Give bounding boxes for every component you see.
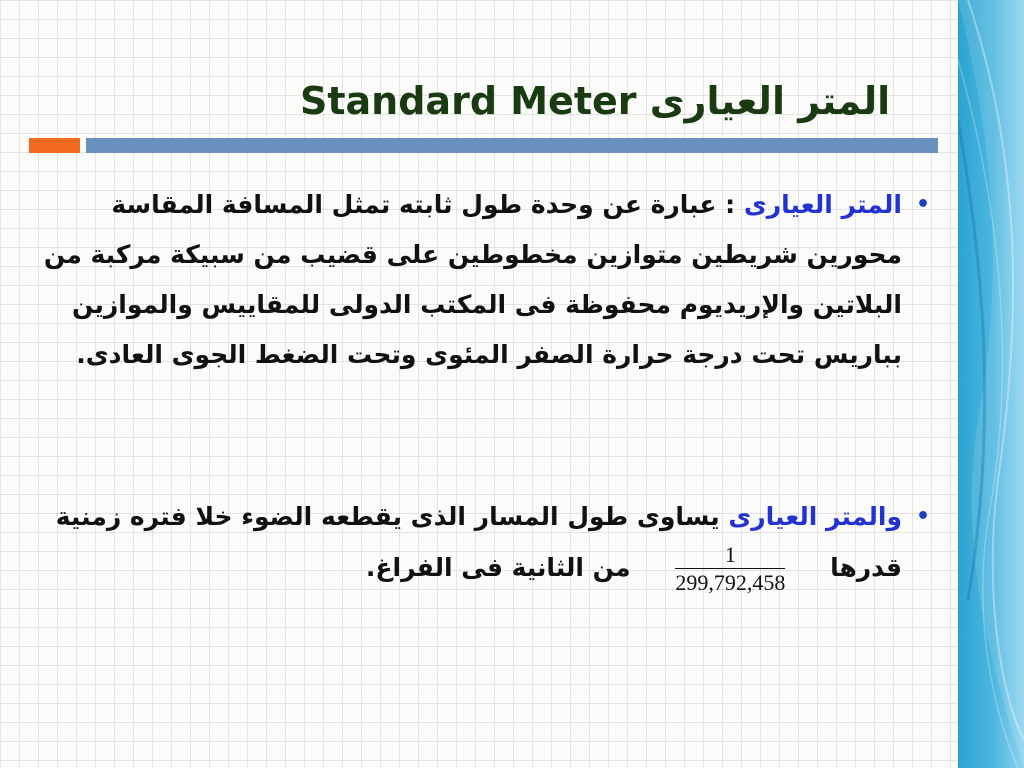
bullet-definition <box>40 180 930 380</box>
bullet-term: المتر العيارى <box>743 190 902 219</box>
title-underline-orange <box>29 138 80 153</box>
bullet-text-end: من الثانية فى الفراغ. <box>365 552 631 582</box>
bullet-text: يساوى طول المسار الذى يقطعه الضوء خلا فتره زمنية قدرها <box>55 502 902 582</box>
bullet-text: : عبارة عن وحدة طول ثابته تمثل المسافة المقاسة محورين شريطين متوازين مخطوطين على قضيب من سبيكة مركبة من البلاتين والإريديوم محفوظة فى المكتب الدولى للمقاييس والموازين بباريس تحت درجة حرارة الصفر المئوى وتحت الضغط الجوى العادى. <box>43 190 902 369</box>
slide-title-text: المتر العيارى Standard Meter <box>300 79 891 123</box>
bullet-dot-icon: • <box>915 192 930 217</box>
slide-title <box>300 72 930 130</box>
fraction-denominator: 299,792,458 <box>675 570 786 596</box>
decorative-sidebar <box>958 0 1024 768</box>
bullet-light-definition <box>40 492 930 596</box>
fraction-numerator: 1 <box>675 542 785 569</box>
bullet-term: والمتر العيارى <box>728 502 902 531</box>
title-underline-blue <box>86 138 938 153</box>
sidebar-swoosh-icon <box>958 0 1024 768</box>
bullet-dot-icon: • <box>915 504 930 529</box>
fraction <box>675 542 785 596</box>
